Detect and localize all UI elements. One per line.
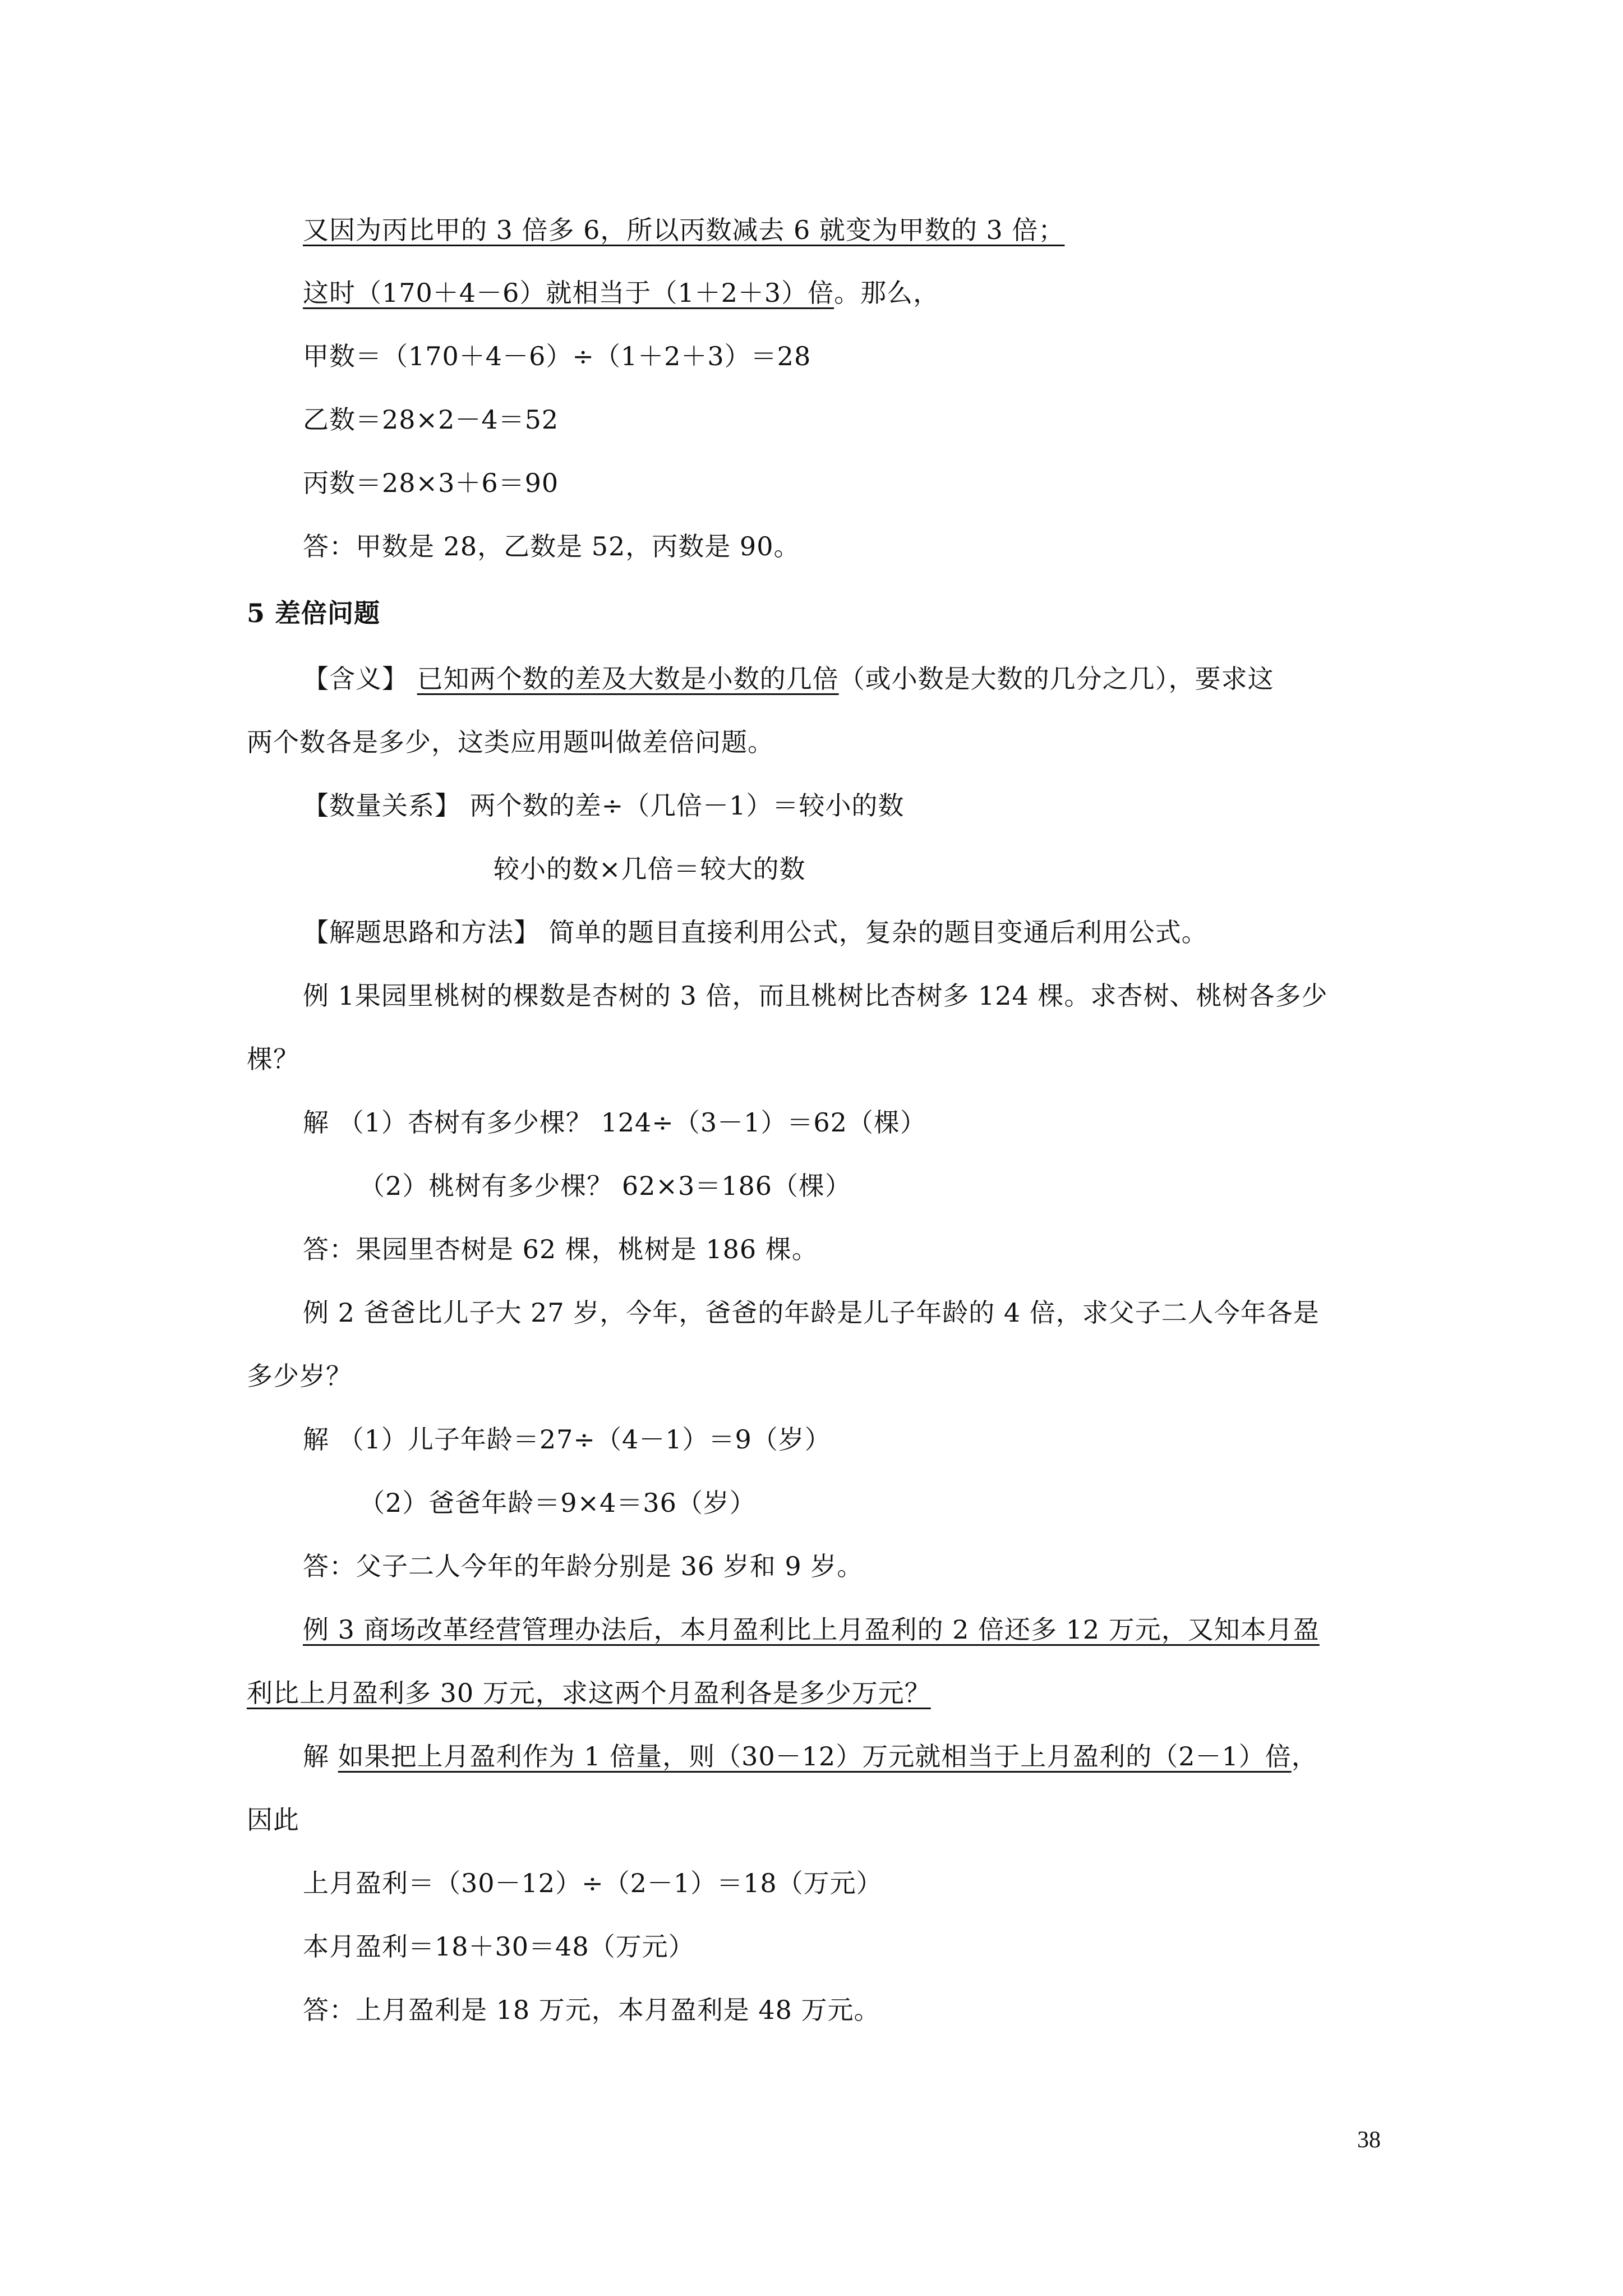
example1-solution-2: （2）桃树有多少棵？ 62×3＝186（棵） — [359, 1171, 852, 1201]
example3-calc-2: 本月盈利＝18＋30＝48（万元） — [303, 1931, 695, 1962]
solution-prefix: 解 — [303, 1741, 338, 1772]
example2-solution-2: （2）爸爸年龄＝9×4＝36（岁） — [359, 1488, 756, 1518]
underlined-phrase: 这时（170＋4－6）就相当于（1＋2＋3）倍 — [303, 278, 834, 308]
example3-question: 例 3 商场改革经营管理办法后，本月盈利比上月盈利的 2 倍还多 12 万元，又知本月盈 — [303, 1614, 1320, 1645]
text-line-equivalent — [303, 276, 939, 310]
page-number: 38 — [1357, 2127, 1381, 2153]
relation-line — [303, 789, 904, 822]
example1-answer: 答：果园里杏树是 62 棵，桃树是 186 棵。 — [303, 1234, 818, 1264]
plain-phrase: 。那么， — [834, 278, 940, 308]
meaning-label: 【含义】 — [303, 664, 408, 694]
text-line-jia-calc: 甲数＝（170＋4－6）÷（1＋2＋3）＝28 — [303, 341, 811, 371]
solution-suffix: ， — [1291, 1741, 1318, 1772]
meaning-line-2: 两个数各是多少，这类应用题叫做差倍问题。 — [247, 727, 774, 757]
example2-question: 例 2 爸爸比儿子大 27 岁，今年，爸爸的年龄是儿子年龄的 4 倍，求父子二人今年各是 — [303, 1297, 1320, 1328]
example1-solution-1: 解 （1）杏树有多少棵？ 124÷（3－1）＝62（棵） — [303, 1107, 926, 1138]
example1-question: 例 1果园里桃树的棵数是杏树的 3 倍，而且桃树比杏树多 124 棵。求杏树、桃树各多少 — [303, 981, 1328, 1011]
example3-solution-cont: 因此 — [247, 1805, 299, 1835]
example2-answer: 答：父子二人今年的年龄分别是 36 岁和 9 岁。 — [303, 1551, 864, 1581]
meaning-underlined: 已知两个数的差及大数是小数的几倍 — [417, 664, 839, 694]
relation-formula-2: 较小的数×几倍＝较大的数 — [494, 854, 806, 884]
text-line-answer: 答：甲数是 28，乙数是 52，丙数是 90。 — [303, 531, 800, 562]
example2-question-cont: 多少岁？ — [247, 1361, 352, 1391]
meaning-line — [303, 662, 1274, 696]
text-line-yi-calc: 乙数＝28×2－4＝52 — [303, 404, 559, 435]
method-label: 【解题思路和方法】 — [303, 917, 540, 947]
example3-question-cont: 利比上月盈利多 30 万元，求这两个月盈利各是多少万元？ — [247, 1678, 931, 1708]
example2-solution-1: 解 （1）儿子年龄＝27÷（4－1）＝9（岁） — [303, 1424, 831, 1455]
method-line — [303, 915, 1208, 949]
section-heading: 5 差倍问题 — [247, 598, 381, 628]
solution-underlined: 如果把上月盈利作为 1 倍量，则（30－12）万元就相当于上月盈利的（2－1）倍 — [338, 1741, 1292, 1772]
example3-answer: 答：上月盈利是 18 万元，本月盈利是 48 万元。 — [303, 1995, 880, 2025]
text-line-bing-calc: 丙数＝28×3＋6＝90 — [303, 468, 559, 498]
relation-formula-1: 两个数的差÷（几倍－1）＝较小的数 — [469, 790, 905, 821]
meaning-rest: （或小数是大数的几分之几），要求这 — [838, 664, 1274, 694]
example1-question-cont: 棵？ — [247, 1044, 299, 1074]
text-line-bing-condition: 又因为丙比甲的 3 倍多 6，所以丙数减去 6 就变为甲数的 3 倍； — [303, 215, 1065, 245]
example3-calc-1: 上月盈利＝（30－12）÷（2－1）＝18（万元） — [303, 1868, 883, 1898]
relation-label: 【数量关系】 — [303, 790, 461, 821]
method-text: 简单的题目直接利用公式，复杂的题目变通后利用公式。 — [548, 917, 1208, 947]
example3-solution — [303, 1740, 1318, 1773]
